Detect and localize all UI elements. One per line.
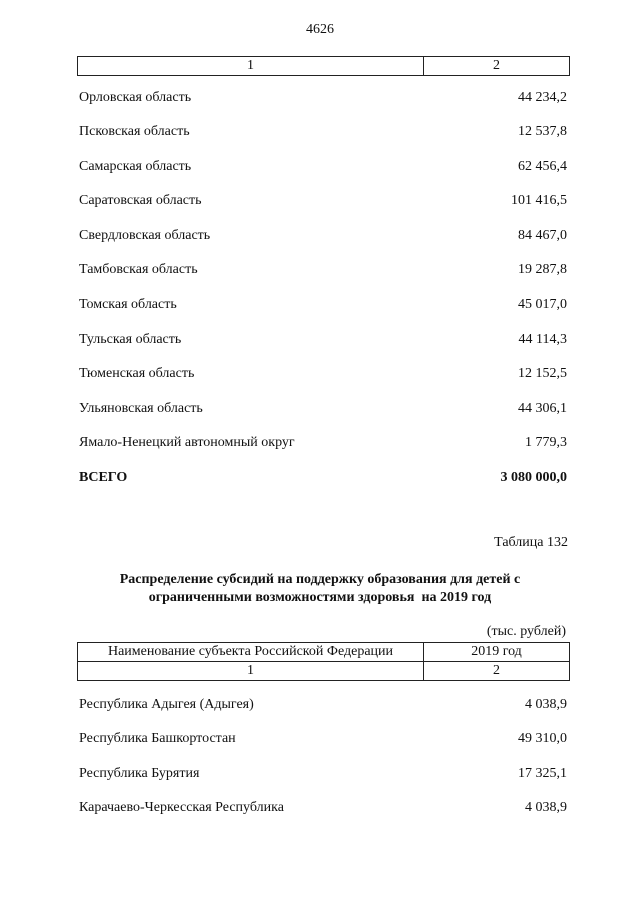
region-name: Томская область	[79, 297, 177, 312]
table-row	[79, 124, 567, 144]
table2-header-col1-num: 1	[78, 662, 424, 680]
total-label: ВСЕГО	[79, 470, 128, 485]
table-row	[79, 262, 567, 282]
region-name: Республика Башкортостан	[79, 731, 236, 746]
table-row	[79, 90, 567, 110]
region-value: 49 310,0	[518, 731, 567, 746]
region-value: 101 416,5	[511, 193, 567, 208]
table2-header-col2-num: 2	[493, 663, 500, 678]
table1-header	[77, 56, 570, 76]
region-name: Самарская область	[79, 159, 192, 174]
table1-header-col2: 2	[493, 58, 500, 73]
table-row	[79, 228, 567, 248]
region-name: Тульская область	[79, 332, 182, 347]
region-value: 44 114,3	[518, 332, 567, 347]
region-value: 44 306,1	[518, 401, 567, 416]
total-row	[79, 470, 567, 490]
table-row	[79, 193, 567, 213]
region-name: Саратовская область	[79, 193, 202, 208]
table-row	[79, 366, 567, 386]
region-name: Тюменская область	[79, 366, 195, 381]
table-row	[79, 731, 567, 751]
table-row	[79, 697, 567, 717]
region-name: Карачаево-Черкесская Республика	[79, 800, 284, 815]
table2-header-col1-title: Наименование субъекта Российской Федерации	[78, 643, 424, 661]
table-row	[79, 401, 567, 421]
table-title	[60, 571, 580, 607]
region-name: Тамбовская область	[79, 262, 198, 277]
page-number: 4626	[306, 22, 334, 37]
region-value: 1 779,3	[525, 435, 567, 450]
table-row	[79, 435, 567, 455]
region-value: 45 017,0	[518, 297, 567, 312]
region-value: 62 456,4	[518, 159, 567, 174]
table-row	[79, 766, 567, 786]
table2-header-titles	[77, 642, 570, 662]
region-name: Ямало-Ненецкий автономный округ	[79, 435, 295, 450]
table2-header-numbers	[77, 661, 570, 681]
table-row	[79, 297, 567, 317]
region-value: 12 152,5	[518, 366, 567, 381]
region-value: 84 467,0	[518, 228, 567, 243]
region-name: Орловская область	[79, 90, 192, 105]
table-title-line2: ограниченными возможностями здоровья на 2019 год	[148, 590, 492, 605]
table1-header-col1: 1	[78, 57, 424, 75]
region-value: 4 038,9	[525, 800, 567, 815]
total-value: 3 080 000,0	[500, 470, 567, 485]
region-value: 4 038,9	[525, 697, 567, 712]
region-name: Республика Бурятия	[79, 766, 200, 781]
table-title-line1: Распределение субсидий на поддержку образования для детей с	[119, 572, 521, 587]
region-value: 19 287,8	[518, 262, 567, 277]
region-value: 12 537,8	[518, 124, 567, 139]
units-label: (тыс. рублей)	[486, 624, 566, 639]
table-row	[79, 159, 567, 179]
table-row	[79, 332, 567, 352]
table2-header-col2-title: 2019 год	[471, 644, 522, 659]
table-number-label: Таблица 132	[494, 535, 568, 550]
region-name: Ульяновская область	[79, 401, 203, 416]
region-value: 17 325,1	[518, 766, 567, 781]
table-row	[79, 800, 567, 820]
region-name: Свердловская область	[79, 228, 211, 243]
region-name: Псковская область	[79, 124, 190, 139]
region-value: 44 234,2	[518, 90, 567, 105]
region-name: Республика Адыгея (Адыгея)	[79, 697, 254, 712]
